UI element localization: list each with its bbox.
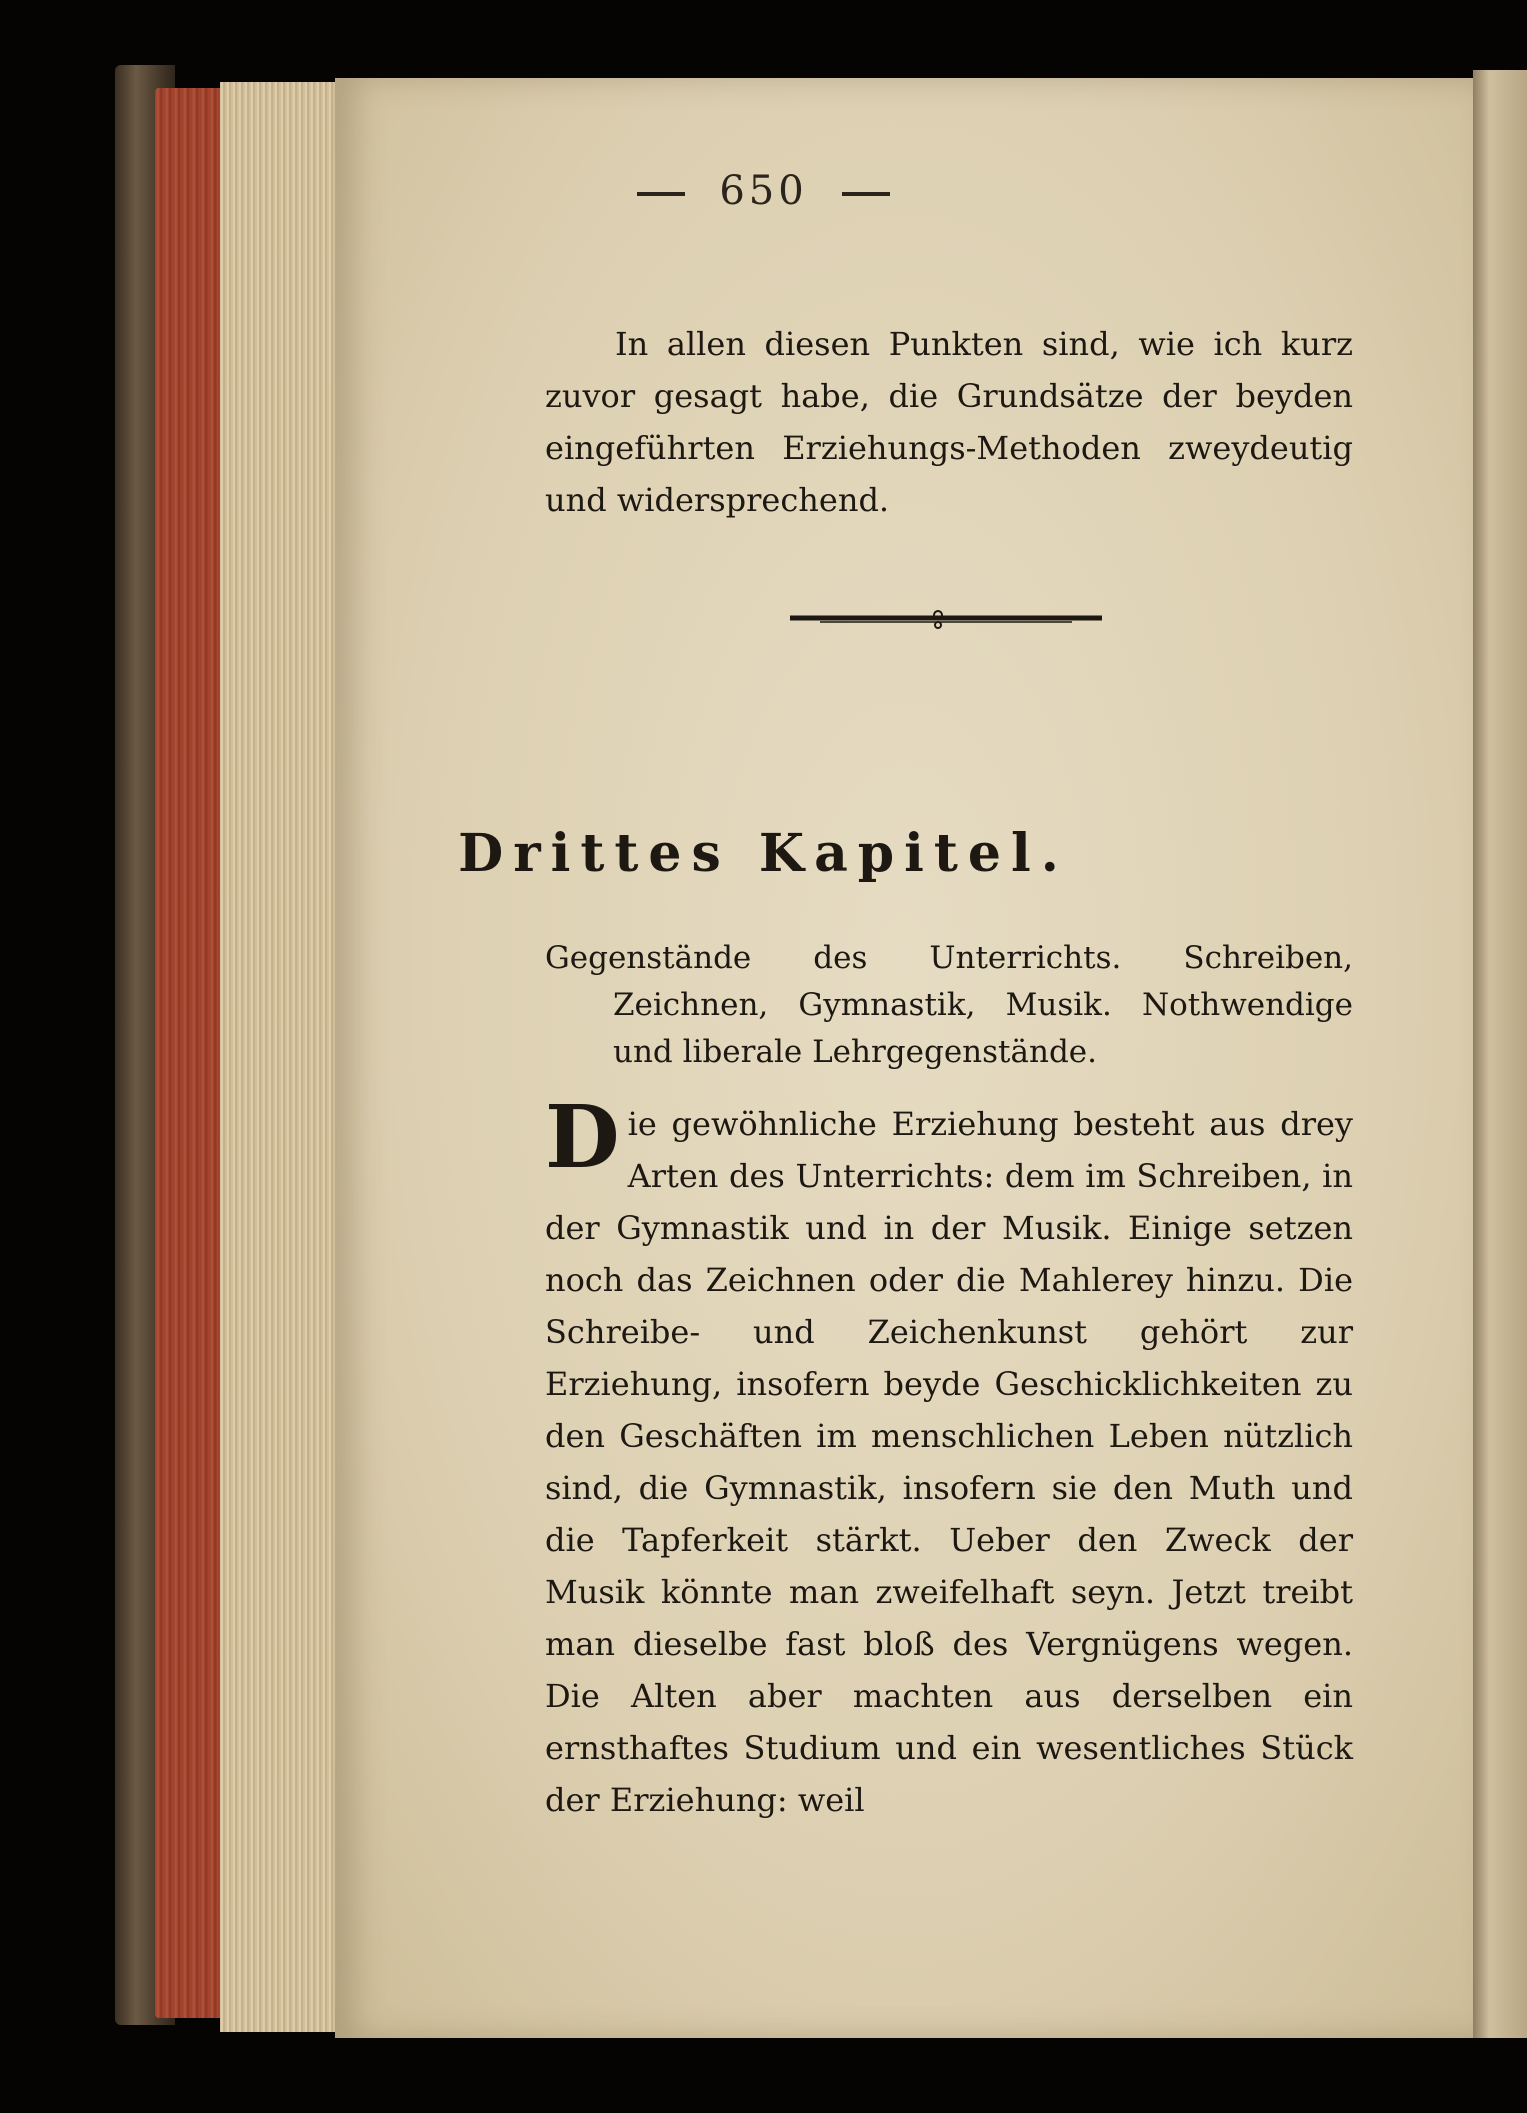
section-divider-ornament	[790, 608, 1102, 630]
header-dash-left	[637, 192, 685, 196]
body-paragraph-block	[545, 1087, 1353, 1826]
body-paragraph-text: ie gewöhnliche Erziehung besteht aus drey Arten des Unterrichts: dem im Schreiben, in der Gymnastik und in der Musik. Einige setzen noch das Zeichnen oder die Mahlerey hinzu. Die Schreibe- und Zeichenkunst gehört zur Erziehung, insofern beyde Geschicklichkeiten zu den Geschäften im menschlichen Leben nützlich sind, die Gymnastik, insofern sie den Muth und die Tapferkeit stärkt. Ueber den Zweck der Musik könnte man zweifelhaft seyn. Jetzt treibt man dieselbe fast bloß des Vergnügens wegen. Die Alten aber machten aus derselben ein ernsthaftes Studium und ein wesentliches Stück der Erziehung: weil	[545, 1105, 1353, 1819]
intro-paragraph: In allen diesen Punkten sind, wie ich kurz zuvor gesagt habe, die Grundsätze der beyden eingeführten Erziehungs-Methoden zweydeutig und widersprechend.	[545, 325, 1353, 519]
chapter-summary: Gegenstände des Unterrichts. Schreiben, Zeichnen, Gymnastik, Musik. Nothwendige und liberale Lehrgegenstände.	[545, 940, 1353, 1070]
page-stack	[220, 82, 340, 2032]
header-dash-right	[842, 192, 890, 196]
drop-cap: D	[545, 1087, 620, 1188]
page-header	[0, 168, 1527, 214]
body-paragraph	[545, 1087, 1353, 1826]
page-number: 650	[719, 168, 808, 214]
right-page-edge	[1473, 70, 1527, 2038]
chapter-title: Drittes Kapitel.	[458, 823, 1069, 884]
intro-paragraph-block	[545, 318, 1353, 526]
